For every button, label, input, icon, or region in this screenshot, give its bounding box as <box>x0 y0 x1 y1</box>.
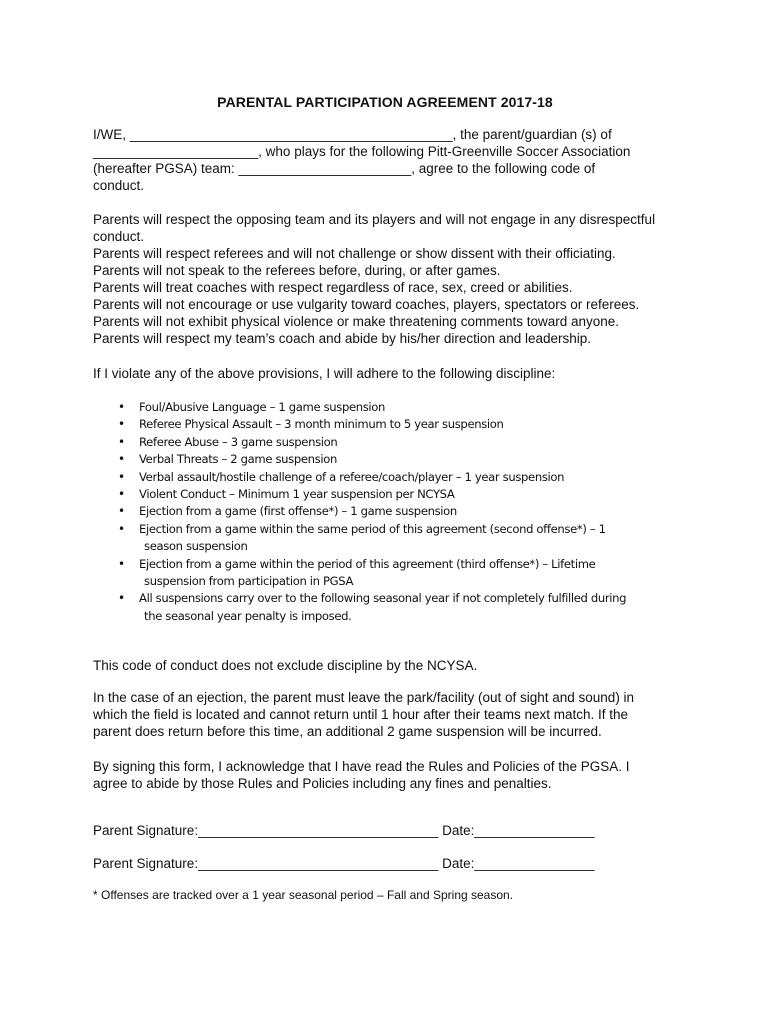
parent-signature-line-1[interactable]: Parent Signature:________________________________ Date:________________ <box>93 823 595 838</box>
discipline-item: • Ejection from a game within the same period of this agreement (second offense*) – 1 season suspension <box>118 521 678 556</box>
intro-line: (hereafter PGSA) team: _______________________, agree to the following code of <box>93 161 596 176</box>
document-title: PARENTAL PARTICIPATION AGREEMENT 2017-18 <box>217 94 553 110</box>
rule-line: conduct. <box>93 229 145 244</box>
acknowledgement-paragraph <box>93 758 673 792</box>
discipline-item: • Referee Physical Assault – 3 month minimum to 5 year suspension <box>118 416 678 433</box>
intro-line: I/WE, ___________________________________________, the parent/guardian (s) of <box>93 127 612 142</box>
discipline-item: • All suspensions carry over to the following seasonal year if not completely fulfilled during the seasonal year penalty is imposed. <box>118 590 678 625</box>
discipline-item: • Violent Conduct – Minimum 1 year suspension per NCYSA <box>118 486 678 503</box>
discipline-item: • Verbal assault/hostile challenge of a referee/coach/player – 1 year suspension <box>118 469 678 486</box>
intro-line: conduct. <box>93 178 145 193</box>
footnote: * Offenses are tracked over a 1 year seasonal period – Fall and Spring season. <box>93 888 514 902</box>
ejection-line: parent does return before this time, an additional 2 game suspension will be incurred. <box>93 724 602 739</box>
violation-intro: If I violate any of the above provisions, I will adhere to the following discipline: <box>93 366 556 381</box>
ejection-line: which the field is located and cannot return until 1 hour after their teams next match. If the <box>93 707 629 722</box>
discipline-item: • Ejection from a game (first offense*) – 1 game suspension <box>118 503 678 520</box>
rule-line: Parents will not exhibit physical violence or make threatening comments toward anyone. <box>93 314 620 329</box>
conduct-rules <box>93 211 673 347</box>
discipline-item: • Referee Abuse – 3 game suspension <box>118 434 678 451</box>
parent-signature-line-2[interactable]: Parent Signature:________________________________ Date:________________ <box>93 856 595 871</box>
rule-line: Parents will respect my team’s coach and abide by his/her direction and leadership. <box>93 331 592 346</box>
discipline-list <box>118 399 678 625</box>
rule-line: Parents will not speak to the referees before, during, or after games. <box>93 263 501 278</box>
acknowledgement-line: agree to abide by those Rules and Policies including any fines and penalties. <box>93 776 552 791</box>
rule-line: Parents will treat coaches with respect regardless of race, sex, creed or abilities. <box>93 280 573 295</box>
intro-line: ______________________, who plays for the following Pitt-Greenville Soccer Association <box>93 144 631 159</box>
rule-line: Parents will respect the opposing team and its players and will not engage in any disrespectful <box>93 212 656 227</box>
ejection-paragraph <box>93 689 673 740</box>
ejection-line: In the case of an ejection, the parent must leave the park/facility (out of sight and sound) in <box>93 690 635 705</box>
acknowledgement-line: By signing this form, I acknowledge that I have read the Rules and Policies of the PGSA. I <box>93 759 630 774</box>
rule-line: Parents will respect referees and will not challenge or show dissent with their officiating. <box>93 246 616 261</box>
discipline-item: • Verbal Threats – 2 game suspension <box>118 451 678 468</box>
rule-line: Parents will not encourage or use vulgarity toward coaches, players, spectators or referees. <box>93 297 640 312</box>
intro-paragraph <box>93 126 673 194</box>
ncysa-note: This code of conduct does not exclude discipline by the NCYSA. <box>93 658 478 673</box>
discipline-item: • Foul/Abusive Language – 1 game suspension <box>118 399 678 416</box>
discipline-item: • Ejection from a game within the period of this agreement (third offense*) – Lifetime suspension from participation in PGSA <box>118 556 678 591</box>
